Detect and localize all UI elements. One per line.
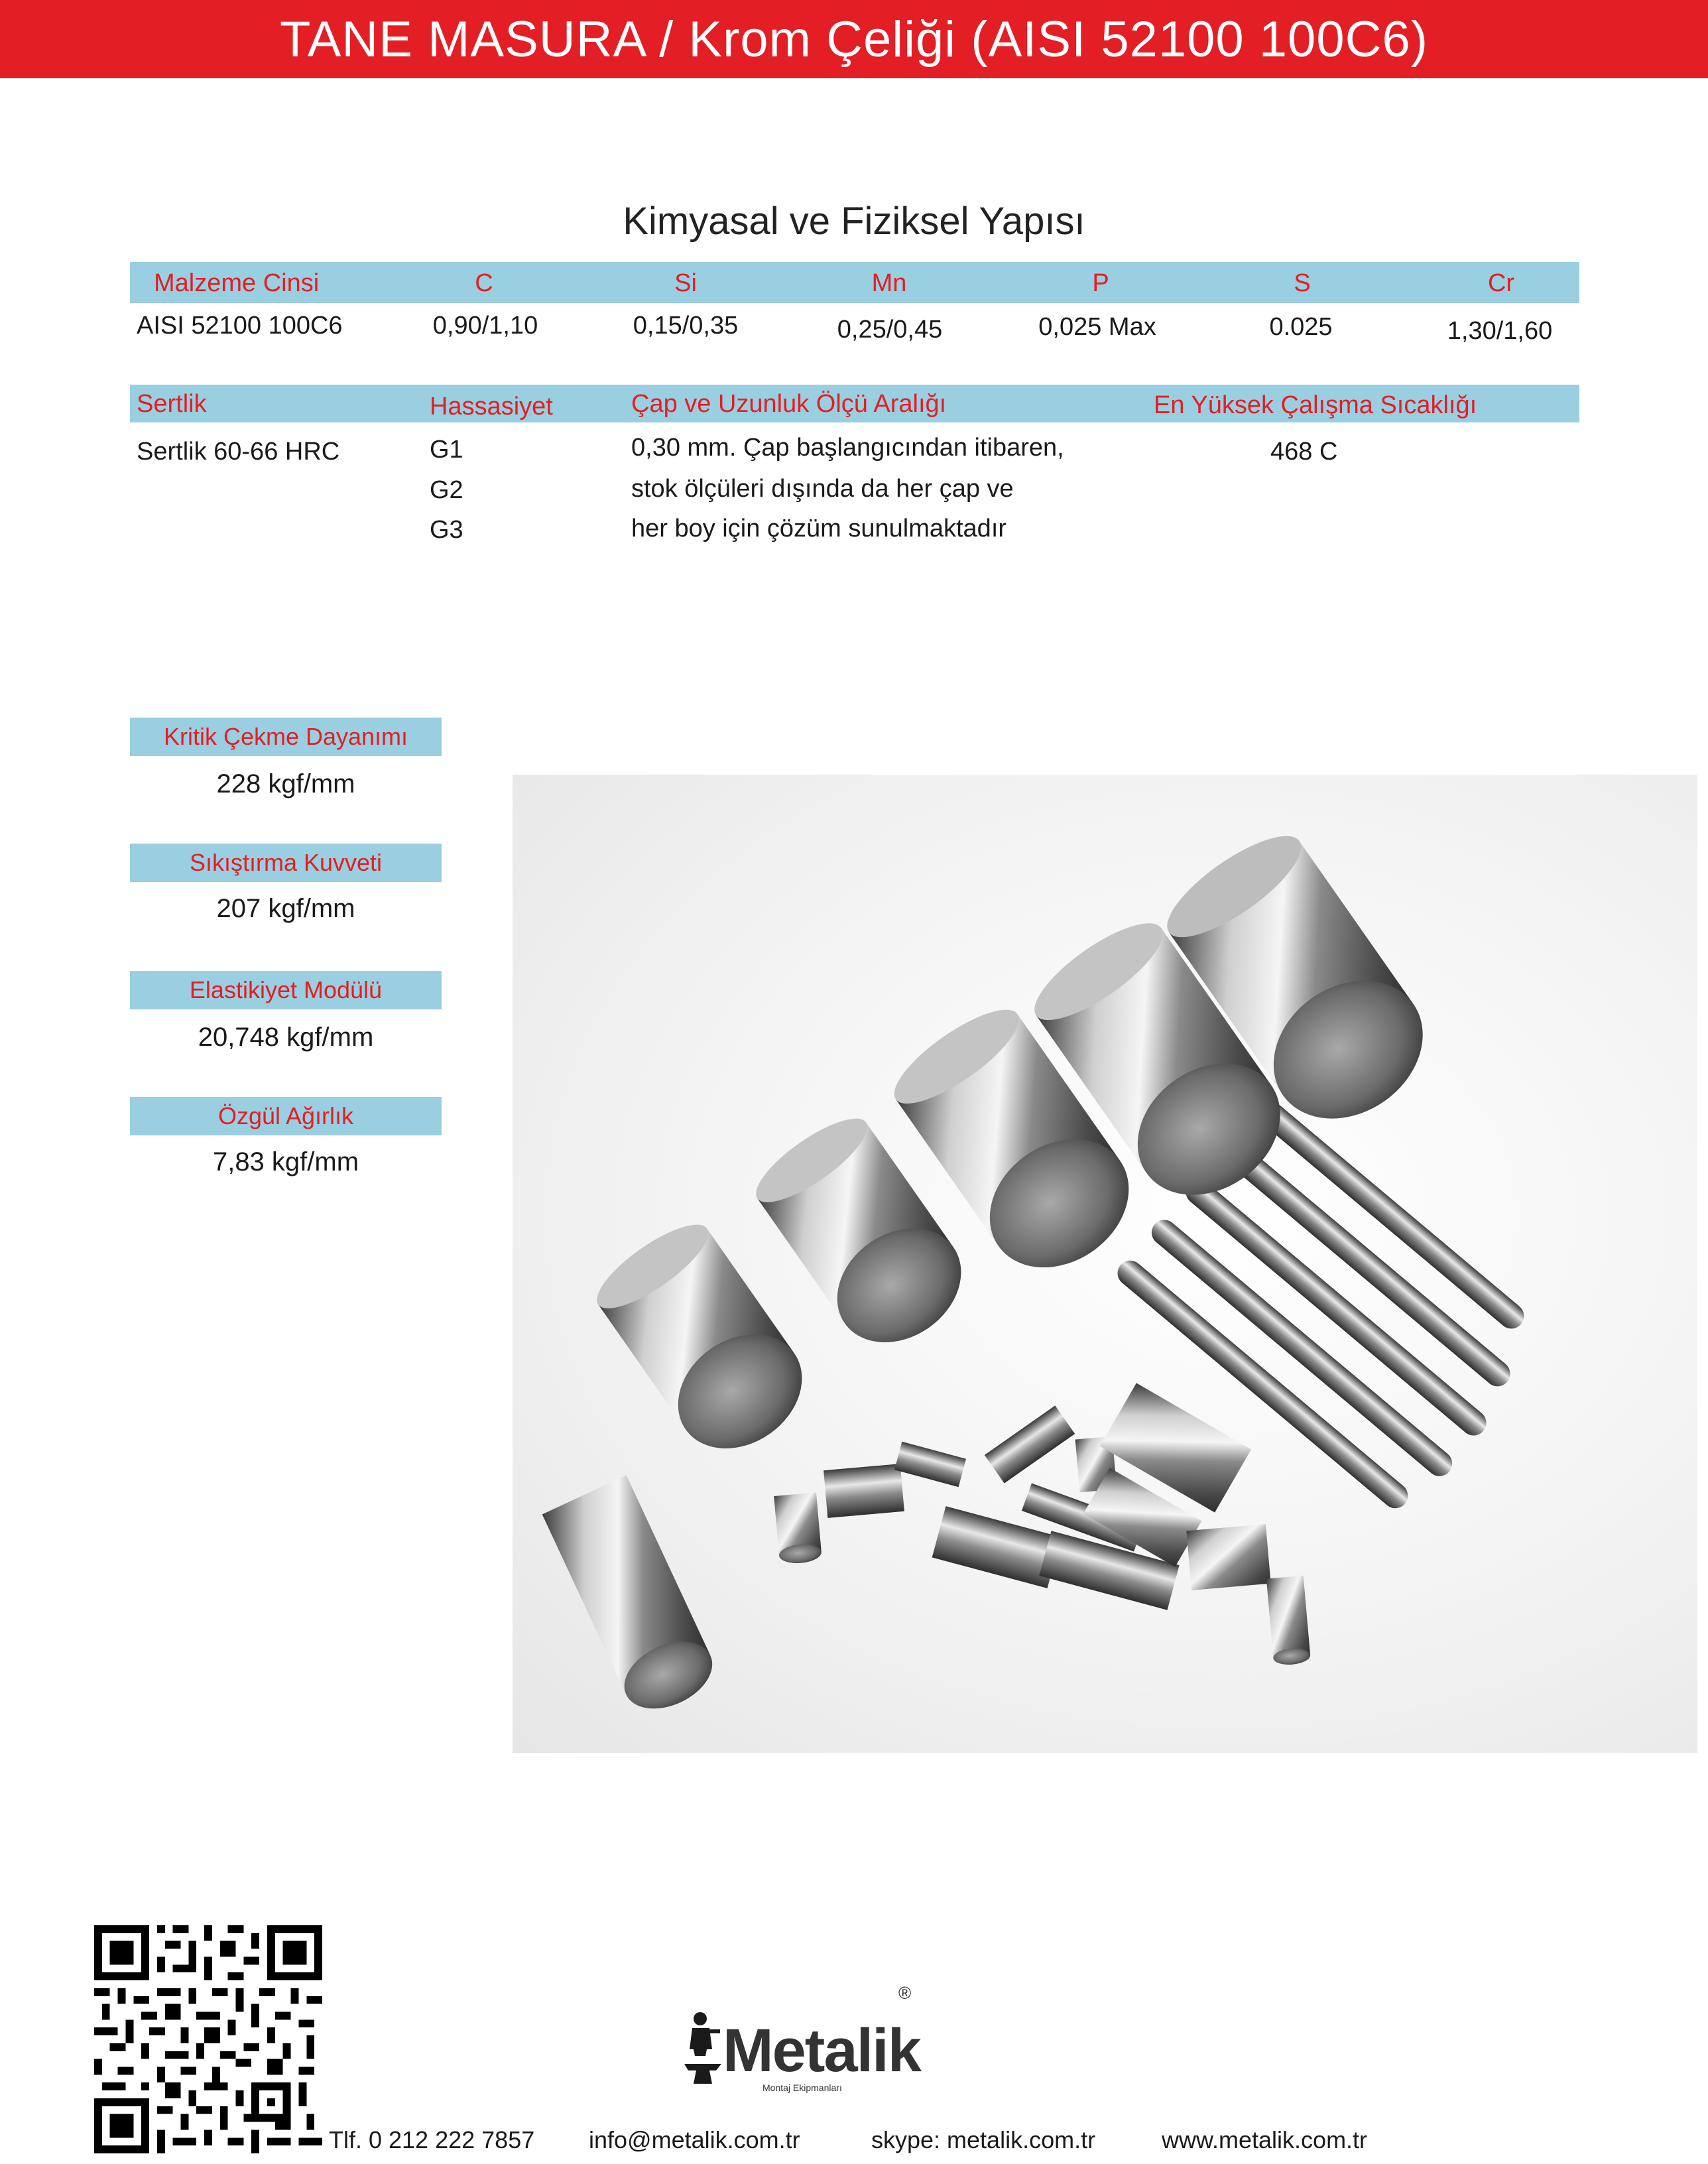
chem-header-si: Si: [674, 269, 697, 297]
phys-header-hardness: Sertlik: [137, 390, 207, 418]
chem-cell-material: AISI 52100 100C6: [137, 312, 343, 340]
phys-header-range: Çap ve Uzunluk Ölçü Aralığı: [631, 390, 947, 418]
prop-label-elasticity: Elastikiyet Modülü: [130, 971, 442, 1009]
phys-precision-g3: G3: [430, 516, 463, 544]
logo-wordmark: Metalik: [723, 2017, 920, 2084]
product-photo: [513, 775, 1697, 1753]
phys-hardness-value: Sertlik 60-66 HRC: [137, 438, 340, 466]
chem-cell-c: 0,90/1,10: [432, 312, 538, 340]
chem-header-p: P: [1092, 269, 1109, 297]
chem-header-mn: Mn: [871, 269, 907, 297]
phys-precision-g1: G1: [430, 436, 463, 464]
footer-email[interactable]: info@metalik.com.tr: [589, 2126, 800, 2153]
footer-website[interactable]: www.metalik.com.tr: [1162, 2126, 1368, 2153]
anvil-icon: [683, 2009, 723, 2089]
prop-label-density: Özgül Ağırlık: [130, 1097, 442, 1135]
section-title: Kimyasal ve Fiziksel Yapısı: [623, 200, 1085, 243]
phys-precision-g2: G2: [430, 476, 463, 504]
chem-cell-s: 0.025: [1269, 313, 1333, 341]
prop-label-compression: Sıkıştırma Kuvveti: [130, 844, 442, 882]
chem-header-s: S: [1294, 269, 1311, 297]
chem-header-c: C: [475, 269, 493, 297]
header-bar: [0, 0, 1708, 78]
rollers-illustration: [513, 775, 1697, 1753]
chem-cell-p: 0,025 Max: [1038, 313, 1156, 341]
prop-value-density: 7,83 kgf/mm: [212, 1147, 359, 1177]
phys-header-precision: Hassasiyet: [430, 393, 553, 420]
qr-code-graphic: [94, 1925, 322, 2153]
phys-range-line1: 0,30 mm. Çap başlangıcından itibaren,: [631, 434, 1064, 462]
phys-table-header: [130, 385, 1579, 422]
phys-header-temp: En Yüksek Çalışma Sıcaklığı: [1154, 391, 1477, 419]
page-title: TANE MASURA / Krom Çeliği (AISI 52100 100C6): [279, 11, 1429, 68]
qr-code[interactable]: [94, 1925, 322, 2153]
chem-header-cr: Cr: [1487, 269, 1515, 297]
footer-skype: skype: metalik.com.tr: [871, 2126, 1096, 2153]
phys-range-line3: her boy için çözüm sunulmaktadır: [631, 515, 1007, 542]
logo-tagline: Montaj Ekipmanları: [762, 2082, 842, 2093]
metalik-logo: [683, 2009, 723, 2089]
chem-cell-mn: 0,25/0,45: [837, 316, 943, 344]
prop-label-tensile: Kritik Çekme Dayanımı: [130, 718, 442, 756]
prop-value-elasticity: 20,748 kgf/mm: [198, 1023, 374, 1052]
chem-cell-cr: 1,30/1,60: [1447, 317, 1553, 345]
phys-max-temp: 468 C: [1270, 438, 1338, 466]
chem-cell-si: 0,15/0,35: [633, 312, 739, 340]
chem-header-material: Malzeme Cinsi: [154, 269, 320, 297]
registered-mark: ®: [898, 1983, 912, 2003]
phys-range-line2: stok ölçüleri dışında da her çap ve: [631, 475, 1014, 503]
chem-table-header: [130, 262, 1579, 303]
prop-value-tensile: 228 kgf/mm: [216, 769, 355, 798]
footer-phone: Tlf. 0 212 222 7857: [329, 2126, 535, 2153]
prop-value-compression: 207 kgf/mm: [216, 894, 355, 923]
